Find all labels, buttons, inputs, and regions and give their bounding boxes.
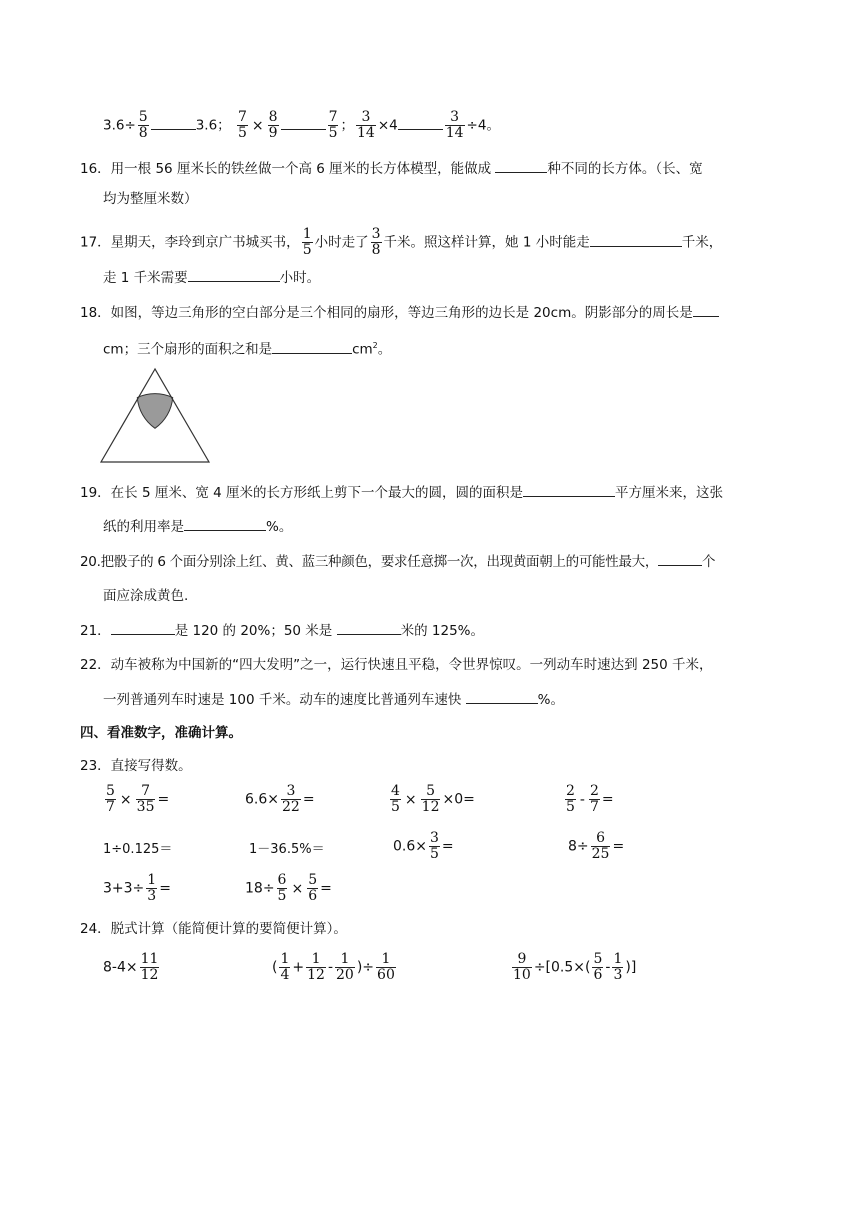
section-title: 四、看准数字，准确计算。 bbox=[80, 725, 242, 741]
q18-line1 bbox=[80, 302, 719, 323]
q15-part-d: ÷4。 bbox=[466, 117, 500, 134]
answer-blank[interactable] bbox=[188, 267, 280, 282]
q19-text-2a: 纸的利用率是 bbox=[103, 519, 184, 535]
q17-text-c: 千米。照这样计算，她 1 小时能走 bbox=[383, 234, 590, 251]
q18-unit: cm bbox=[352, 341, 373, 358]
q17-line2 bbox=[103, 267, 320, 288]
fraction: $\frac{7}{5}$ bbox=[237, 109, 247, 141]
q22-line1 bbox=[80, 655, 713, 675]
fraction: $\frac{7}{5}$ bbox=[328, 109, 338, 141]
answer-blank[interactable] bbox=[111, 620, 175, 635]
q21-text-b: 是 120 的 20%；50 米是 bbox=[174, 623, 333, 639]
q19-text-a: 19．在长 5 厘米、宽 4 厘米的长方形纸上剪下一个最大的圆，圆的面积是 bbox=[80, 485, 524, 501]
fraction: $\frac{3}{8}$ bbox=[371, 226, 381, 258]
calc-item: 3+3÷ $\frac{1}{3}$ = bbox=[103, 872, 171, 904]
q22-line2 bbox=[103, 689, 564, 710]
answer-blank[interactable] bbox=[337, 620, 401, 635]
calc-item: 6.6× $\frac{3}{22}$ = bbox=[245, 783, 315, 815]
answer-blank[interactable] bbox=[495, 158, 547, 173]
q16-text: 16．用一根 56 厘米长的铁丝做一个高 6 厘米的长方体模型，能做成 bbox=[80, 161, 492, 177]
q17-text-d: 千米， bbox=[681, 234, 723, 251]
q18-text: 18．如图，等边三角形的空白部分是三个相同的扇形，等边三角形的边长是 20cm。阴影部分的周长是 bbox=[80, 305, 693, 321]
q18-text-2a: cm；三个扇形的面积之和是 bbox=[103, 341, 273, 358]
calc-item: 8-4× $\frac{11}{12}$ bbox=[103, 951, 159, 983]
shaded-region bbox=[137, 394, 172, 429]
q23-title-text: 23．直接写得数。 bbox=[80, 758, 192, 774]
q16-line2 bbox=[103, 189, 198, 209]
q24-title-text: 24．脱式计算（能简便计算的要简便计算）。 bbox=[80, 921, 347, 937]
q17-text-2b: 小时。 bbox=[279, 270, 321, 286]
q22-text-2a: 一列普通列车时速是 100 千米。动车的速度比普通列车速快 bbox=[103, 692, 462, 708]
q19-text-2b: %。 bbox=[266, 519, 293, 535]
q17-text-a: 17．星期天，李玲到京广书城买书， bbox=[80, 234, 300, 251]
q21-text-a: 21． bbox=[80, 623, 111, 639]
q21-text-c: 米的 125%。 bbox=[400, 623, 484, 639]
fraction: $\frac{5}{8}$ bbox=[138, 109, 148, 141]
calc-item: $\frac{4}{5}$ × $\frac{5}{12}$ ×0= bbox=[391, 783, 475, 815]
operator: × bbox=[251, 117, 264, 134]
fraction: $\frac{8}{9}$ bbox=[268, 109, 278, 141]
q16-text-2: 均为整厘米数） bbox=[103, 191, 198, 207]
answer-blank[interactable] bbox=[281, 115, 326, 130]
answer-blank[interactable] bbox=[398, 115, 443, 130]
calc-item: 18÷ $\frac{6}{5}$ × $\frac{5}{6}$ = bbox=[245, 872, 332, 904]
fraction: $\frac{1}{5}$ bbox=[302, 226, 312, 258]
q19-line2 bbox=[103, 516, 292, 537]
q22-text: 22．动车被称为中国新的“四大发明”之一，运行快速且平稳，令世界惊叹。一列动车时速达到 250 千米， bbox=[80, 657, 713, 673]
calc-item: 8÷ $\frac{6}{25}$ = bbox=[568, 830, 625, 862]
answer-blank[interactable] bbox=[184, 516, 266, 531]
q15-part-b: 3.6； bbox=[195, 117, 231, 134]
fraction: $\frac{3}{14}$ bbox=[445, 109, 464, 141]
calc-item: 1÷0.125＝ bbox=[103, 842, 173, 857]
q16-text-b: 种不同的长方体。（长、宽 bbox=[547, 161, 703, 177]
calc-item: ( $\frac{1}{4}$ + $\frac{1}{12}$ - $\frac{1}{20}$ )÷ $\frac{1}{60}$ bbox=[272, 951, 395, 983]
q17-text-2a: 走 1 千米需要 bbox=[103, 270, 188, 286]
q15-line bbox=[103, 110, 500, 141]
answer-blank[interactable] bbox=[272, 339, 352, 354]
q15-part-c: ×4 bbox=[377, 117, 398, 134]
q17-text-b: 小时走了 bbox=[314, 234, 369, 251]
section-heading bbox=[80, 723, 242, 743]
answer-blank[interactable] bbox=[151, 115, 196, 130]
q18-text-2c: 。 bbox=[377, 341, 392, 358]
q22-text-2b: %。 bbox=[537, 692, 564, 708]
q19-text-b: 平方厘米来，这张 bbox=[615, 485, 724, 501]
q18-unit-sup: 2 bbox=[372, 341, 378, 350]
q24-title bbox=[80, 919, 347, 939]
calc-item: $\frac{5}{7}$ × $\frac{7}{35}$ = bbox=[106, 783, 170, 815]
calc-item: $\frac{9}{10}$ ÷[0.5×( $\frac{5}{6}$ - $\frac{1}{3}$ )] bbox=[513, 951, 637, 983]
separator: ； bbox=[340, 117, 354, 134]
triangle-sector-figure bbox=[98, 367, 212, 467]
answer-blank[interactable] bbox=[590, 232, 682, 247]
calc-item: $\frac{2}{5}$ - $\frac{2}{7}$ = bbox=[566, 783, 614, 815]
q19-line1 bbox=[80, 482, 723, 503]
q16-line1 bbox=[80, 158, 703, 179]
q20-text-2: 面应涂成黄色. bbox=[103, 588, 189, 604]
answer-blank[interactable] bbox=[466, 689, 538, 704]
answer-blank[interactable] bbox=[693, 302, 719, 317]
q23-title bbox=[80, 756, 192, 776]
q15-part-a: 3.6÷ bbox=[103, 117, 136, 134]
q20-line2 bbox=[103, 586, 188, 606]
q20-line1 bbox=[80, 551, 715, 572]
calc-item: 1－36.5%＝ bbox=[249, 842, 325, 857]
q20-text-a: 20.把骰子的 6 个面分别涂上红、黄、蓝三种颜色，要求任意掷一次，出现黄面朝上的可能性最大， bbox=[80, 554, 659, 570]
answer-blank[interactable] bbox=[658, 551, 702, 566]
answer-blank[interactable] bbox=[523, 482, 615, 497]
q17-line1 bbox=[80, 227, 722, 258]
calc-item: 0.6× $\frac{3}{5}$ = bbox=[393, 830, 454, 862]
q21-line bbox=[80, 620, 484, 641]
fraction: $\frac{3}{14}$ bbox=[356, 109, 375, 141]
q18-line2 bbox=[103, 336, 391, 360]
q20-text-b: 个 bbox=[702, 554, 716, 570]
